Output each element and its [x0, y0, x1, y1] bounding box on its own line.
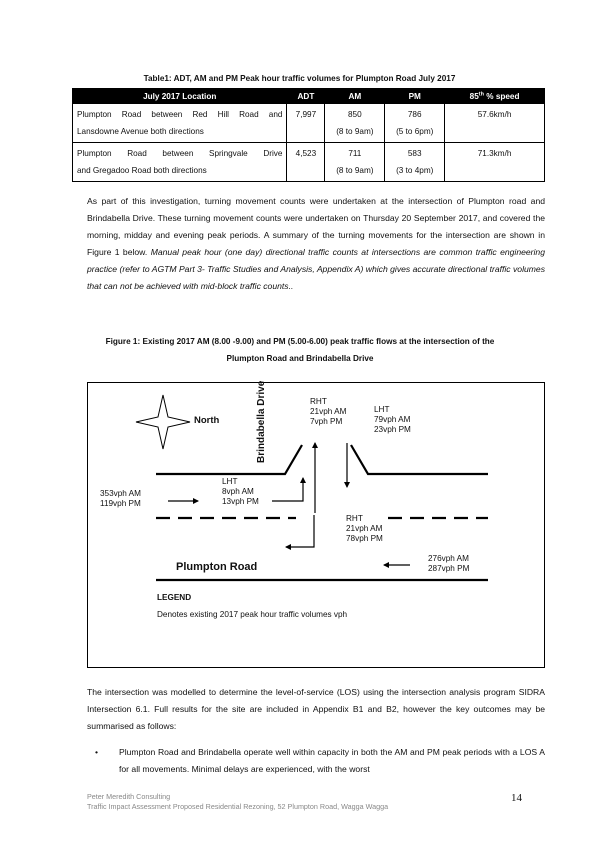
- header-speed: 85th % speed: [445, 89, 545, 104]
- flow-label-east-through: 276vph AM 287vph PM: [428, 554, 470, 573]
- flow-label-lht-west: LHT 8vph AM 13vph PM: [222, 477, 259, 506]
- street-label-side: Brindabella Drive: [256, 380, 267, 463]
- rht-east-arrow: [286, 515, 314, 547]
- key-outcomes-list: [87, 744, 545, 778]
- table-header-row: [73, 89, 545, 104]
- header-am: AM: [325, 89, 385, 104]
- body-paragraph-sidra: The intersection was modelled to determine the level-of-service (LOS) using the intersection analysis program SIDRA Intersection 6.1. Full results for the site are included in Appendix B1 and B2, however the key outcomes may be summarised as follows:: [87, 687, 545, 732]
- table-caption: Table1: ADT, AM and PM Peak hour traffic volumes for Plumpton Road July 2017: [143, 74, 456, 83]
- table-row: [73, 104, 545, 143]
- page-number: 14: [511, 792, 522, 804]
- figure-caption: Figure 1: Existing 2017 AM (8.00 -9.00) and PM (5.00-6.00) peak traffic flows at the intersection of the Plumpton Road and Brindabella Drive: [105, 337, 495, 363]
- compass-rose-icon: [136, 395, 190, 449]
- flow-label-rht-east: RHT 21vph AM 78vph PM: [346, 514, 383, 543]
- legend-title: LEGEND: [157, 593, 192, 602]
- flow-label-lht-top: LHT 79vph AM 23vph PM: [374, 405, 411, 434]
- north-label: North: [194, 415, 220, 426]
- page-footer: Peter Meredith Consulting Traffic Impact Assessment Proposed Residential Rezoning, 52 Plumpton Road, Wagga Wagga: [87, 792, 389, 811]
- cell-speed: 57.6km/h: [445, 104, 545, 143]
- header-location: July 2017 Location: [73, 89, 287, 104]
- cell-speed: 71.3km/h: [445, 143, 545, 182]
- cell-location: Plumpton Road between Red Hill Road and Lansdowne Avenue both directions: [73, 104, 287, 143]
- road-edge-north-west: [156, 445, 302, 474]
- body-paragraph-intro: As part of this investigation, turning movement counts were undertaken at the intersection of Plumpton road and Brindabella Drive. These turning movement counts were undertaken on Thursday 20 September 2017, and covered the morning, midday and evening peak periods. A summary of the turning movements for the intersection are shown in Figure 1 below. Manual peak hour (one day) directional traffic counts at intersections are common traffic engineering practice (refer to AGTM Part 3- Traffic Studies and Analysis, Appendix A) which gives accurate directional traffic volumes that can not be achieved with mid-block traffic counts..: [87, 196, 545, 292]
- cell-pm: 786 (5 to 6pm): [385, 104, 445, 143]
- cell-adt: 7,997: [287, 104, 325, 143]
- header-pm: PM: [385, 89, 445, 104]
- cell-am: 711 (8 to 9am): [325, 143, 385, 182]
- intersection-diagram: [87, 382, 545, 668]
- cell-location: Plumpton Road between Springvale Drive and Gregadoo Road both directions: [73, 143, 287, 182]
- cell-am: 850 (8 to 9am): [325, 104, 385, 143]
- lht-west-arrow: [272, 478, 303, 501]
- bullet-icon: •: [95, 747, 99, 757]
- legend-text: Denotes existing 2017 peak hour traffic volumes vph: [157, 610, 348, 619]
- list-item: • Plumpton Road and Brindabella operate well within capacity in both the AM and PM peak periods with a LOS A for all movements. Minimal delays are experienced, with the worst: [87, 744, 545, 778]
- flow-label-west-through: 353vph AM 119vph PM: [100, 489, 141, 508]
- flow-label-rht-top: RHT 21vph AM 7vph PM: [310, 397, 347, 426]
- header-adt: ADT: [287, 89, 325, 104]
- table-row: [73, 143, 545, 182]
- cell-adt: 4,523: [287, 143, 325, 182]
- cell-pm: 583 (3 to 4pm): [385, 143, 445, 182]
- traffic-volume-table: [72, 88, 545, 182]
- road-edge-north-east: [351, 445, 488, 474]
- road-label-main: Plumpton Road: [176, 561, 258, 573]
